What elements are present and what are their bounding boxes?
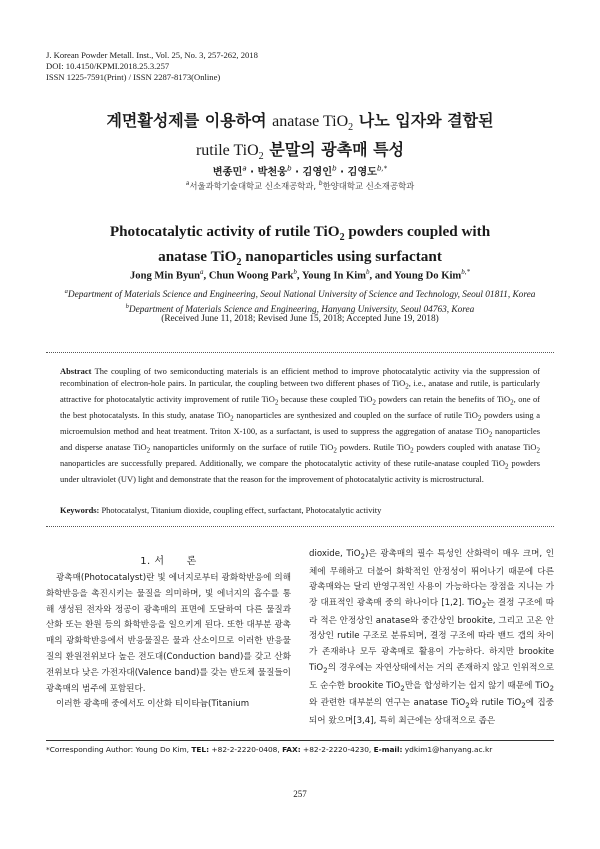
author-ko: 김영도	[347, 167, 378, 178]
paragraph: dioxide, TiO$_2$)은 광촉매의 필수 특성인 산화력이 매우 크며, 인체에 무해하고 더불어 화학적인 안정성이 뛰어나기 때문에 다른 광촉매와는 달리 반영구적인 사용이 가능하다는 장점을 지니는 가장 대표적인 광촉매 중의 하나이다 [1,2]. TiO$_2$는 결정 구조에 따라 적은 안정상인 anatase와 중간상인 brookite, 그리고 고온 안정상인 rutile 구조로 분류되며, 결정 구조에 따라 밴드 갭의 차이가 존재하나 모두 광촉매로 활용이 가능하다. 하지만 brookite TiO$_2$의 경우에는 자연상태에서는 거의 존재하지 않고 인위적으로도 순수한 brookite TiO$_2$만을 합성하기는 쉽지 않기 때문에 TiO$_2$와 관련한 대부분의 연구는 anatase TiO$_2$와 rutile TiO$_2$에 집중되어 왔으며[3,4], 특히 최근에는 상대적으로 좁은	[309, 549, 555, 726]
journal-issn: ISSN 1225-7591(Print) / ISSN 2287-8173(Online)	[46, 72, 221, 82]
journal-doi: DOI: 10.4150/KPMI.2018.25.3.257	[46, 61, 170, 71]
author-ko: 변종민	[212, 167, 243, 178]
footnote-rule	[46, 740, 554, 741]
affiliation-english: $^a$Department of Materials Science and Engineering, Seoul National University of Science and Technology, Seoul 01811, Korea $^b$Department of Materials Science and Engineering, Hanyang University, Seoul 04763, Korea	[64, 288, 536, 316]
author-ko: 박천웅	[257, 167, 288, 178]
divider	[46, 526, 554, 527]
keywords: Keywords: Photocatalyst, Titanium dioxide, coupling effect, surfactant, Photocatalytic activity	[60, 505, 382, 515]
body-right-column	[309, 547, 554, 729]
author-en: Chun Woong Park	[208, 270, 294, 282]
author-en: Jong Min Byun	[129, 270, 201, 282]
author-en: Young Do Kim	[394, 270, 462, 282]
title-ko-part: rutile TiO$_2$	[195, 142, 264, 163]
title-korean	[40, 110, 560, 168]
paragraph: 광촉매(Photocatalyst)란 빛 에너지로부터 광화학반응에 의해 화학반응을 촉진시키는 물질을 의미하며, 빛 에너지의 흡수를 통해 생성된 전자와 정공이 광촉매의 표면에 도달하여 다른 물질과 산화 또는 환원 등의 화학반응을 일으키게 된다. 또한 대부분 광촉매의 광화학반응에서 반응물질은 물과 산소이므로 이러한 반응물질의 환원전위보다 높은 전도대(Conduction band)를 갖고 산화전위보다 낮은 가전자대(Valence band)를 갖는 반도체 물질들이 광촉매의 범주에 포함된다.	[46, 573, 291, 694]
affiliation-korean: $^a$서울과학기술대학교 신소재공학과, $^b$한양대학교 신소재공학과	[185, 180, 415, 191]
author-ko: 김영인	[302, 167, 333, 178]
title-english: Photocatalytic activity of rutile TiO$_2$ powders coupled with anatase TiO$_2$ nanoparticles using surfactant	[109, 223, 491, 269]
authors-english: Jong Min Byun$^a$, Chun Woong Park$^b$, Young In Kim$^b$, and Young Do Kim$^{b,*}$	[129, 268, 471, 282]
received-dates: (Received June 11, 2018; Revised June 15, 2018; Accepted June 19, 2018)	[161, 314, 439, 324]
journal-info	[46, 50, 258, 83]
title-ko-part: 나노 입자와 결합된	[358, 111, 494, 130]
abstract-label: Abstract	[60, 366, 92, 376]
body-left-column	[46, 571, 291, 713]
corresponding-author-footnote: *Corresponding Author: Young Do Kim, TEL: +82-2-2220-0408, FAX: +82-2-2220-4230, E-mail: ydkim1@hanyang.ac.kr	[46, 745, 493, 754]
authors-korean: 변종민$^a$ · 박천웅$^b$ · 김영인$^b$ · 김영도$^{b,*}$	[212, 164, 388, 178]
abstract: Abstract The coupling of two semiconducting materials is an efficient method to improve photocatalytic activity via the suppression of recombination of electron-hole pairs. In particular, the coupling between two different phases of TiO$_2$, i.e., anatase and rutile, is particularly attractive for photocatalytic activity improvement of rutile TiO$_2$ because these coupled TiO$_2$ powders can retain the benefits of TiO$_2$, one of the best photocatalysts. In this study, anatase TiO$_2$ nanoparticles are synthesized and coupled on the surface of rutile TiO$_2$ powders using a microemulsion method and heat treatment. Triton X-100, as a surfactant, is used to suppress the aggregation of anatase TiO$_2$ nanoparticles and disperse anatase TiO$_2$ nanoparticles uniformly on the surface of rutile TiO$_2$ powders. Rutile TiO$_2$ powders coupled with anatase TiO$_2$ nanoparticles are successfully prepared. Additionally, we compare the photocatalytic activity of these rutile-anatase coupled TiO$_2$ powders under ultraviolet (UV) light and demonstrate that the reason for the improvement of photocatalytic activity is microstructural.	[60, 366, 541, 485]
title-ko-part: 계면활성제를 이용하여	[106, 111, 267, 130]
title-ko-part: 분말의 광촉매 특성	[269, 140, 405, 160]
title-ko-part: anatase TiO$_2$	[272, 113, 354, 134]
section-heading: 1. 서 론	[140, 556, 197, 567]
keywords-label: Keywords:	[60, 505, 100, 515]
paragraph: 이러한 광촉매 중에서도 이산화 티이타늄(Titanium	[56, 699, 250, 710]
author-en: Young In Kim	[301, 270, 367, 282]
divider	[46, 352, 554, 353]
journal-citation: J. Korean Powder Metall. Inst., Vol. 25, No. 3, 257-262, 2018	[46, 50, 258, 60]
page-number: 257	[293, 789, 307, 799]
